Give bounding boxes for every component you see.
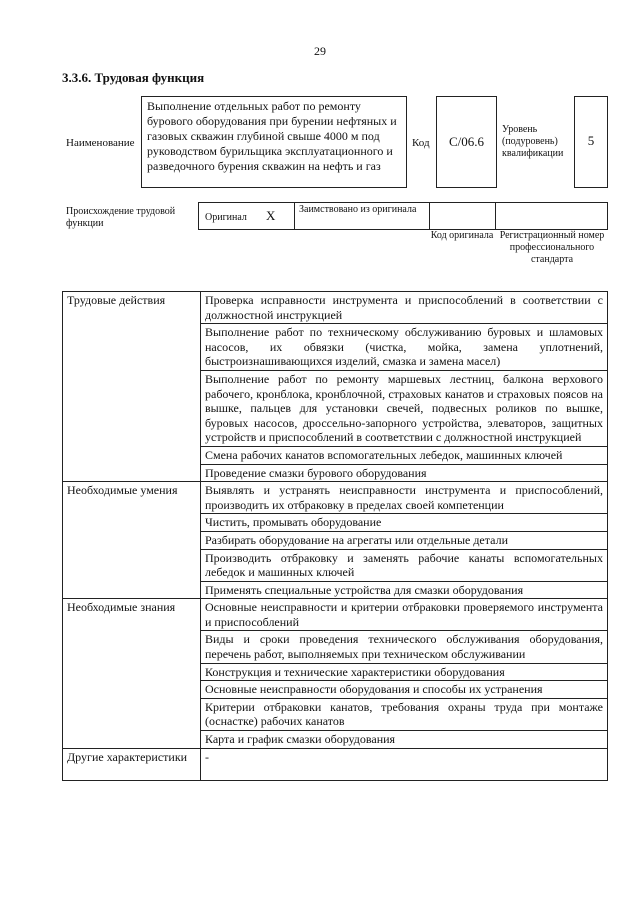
table-row — [63, 292, 608, 324]
table-cell: Выполнение работ по ремонту маршевых лестниц, балкона верхового рабочего, кронблока, кронблочной, страховых канатов и страховых поясов на вышке, пальцев для установки свечей, подвесных роликов по вышке, буровых насосов, дроссельно-запорного устройства, элеваторов, защитных устройств и приспособлений в соответствии с должностной инструкцией — [201, 370, 608, 446]
table-cell: - — [201, 748, 608, 780]
table-cell: Карта и график смазки оборудования — [201, 731, 608, 749]
code-original-caption: Код оригинала — [430, 230, 494, 241]
level-label: Уровень (подуровень) квалификации — [502, 124, 564, 159]
function-table — [62, 291, 608, 781]
table-cell: Производить отбраковку и заменять рабочие канаты вспомогательных лебедок и машинных ключей — [201, 549, 608, 581]
divider — [294, 203, 295, 229]
table-cell: Проведение смазки бурового оборудования — [201, 464, 608, 482]
page-number: 29 — [314, 44, 326, 58]
row-label: Другие характеристики — [63, 748, 201, 780]
table-cell: Основные неисправности оборудования и способы их устранения — [201, 681, 608, 699]
row-label: Необходимые знания — [63, 599, 201, 748]
table-cell: Смена рабочих канатов вспомогательных лебедок, машинных ключей — [201, 446, 608, 464]
table-cell: Разбирать оборудование на агрегаты или отдельные детали — [201, 531, 608, 549]
table-cell: Чистить, промывать оборудование — [201, 514, 608, 532]
borrowed-label: Заимствовано из оригинала — [299, 204, 417, 215]
origin-box — [198, 202, 608, 230]
reg-number-caption: Регистрационный номер профессионального стандарта — [499, 230, 605, 265]
name-value: Выполнение отдельных работ по ремонту бурового оборудования при бурении нефтяных и газовых скважин глубиной свыше 4000 м под руководством бурильщика эксплуатационного и разведочного бурения скважин на нефть и газ — [141, 96, 407, 188]
code-label: Код — [412, 137, 430, 149]
table-cell: Проверка исправности инструмента и приспособлений в соответствии с должностной инструкцией — [201, 292, 608, 324]
name-label: Наименование — [66, 137, 135, 149]
table-cell: Основные неисправности и критерии отбраковки проверяемого инструмента и приспособлений — [201, 599, 608, 631]
original-label: Оригинал — [205, 212, 247, 223]
table-cell: Критерии отбраковки канатов, требования охраны труда при монтаже (оснастке) рабочих канатов — [201, 698, 608, 730]
section-title: 3.3.6. Трудовая функция — [62, 70, 205, 85]
table-row — [63, 599, 608, 631]
table-cell: Виды и сроки проведения технического обслуживания оборудования, перечень работ, выполняемых при техническом обслуживании — [201, 631, 608, 663]
table-cell: Выполнение работ по техническому обслуживанию буровых и шламовых насосов, их обвязки (чистка, мойка, замена уплотнений, быстроизнашивающихся изделий, смазка и замена масел) — [201, 324, 608, 371]
row-label: Трудовые действия — [63, 292, 201, 482]
table-row — [63, 748, 608, 780]
row-label: Необходимые умения — [63, 482, 201, 599]
level-value: 5 — [587, 133, 595, 148]
code-value: С/06.6 — [448, 134, 485, 149]
table-cell: Применять специальные устройства для смазки оборудования — [201, 581, 608, 599]
origin-label: Происхождение трудовой функции — [66, 206, 176, 229]
table-row — [63, 482, 608, 514]
original-mark: X — [266, 208, 276, 223]
divider — [495, 203, 496, 229]
level-box — [574, 96, 608, 188]
code-box — [436, 96, 497, 188]
table-cell: Выявлять и устранять неисправности инструмента и приспособлений, производить их отбраковку в пределах своей компетенции — [201, 482, 608, 514]
table-cell: Конструкция и технические характеристики оборудования — [201, 663, 608, 681]
divider — [429, 203, 430, 229]
